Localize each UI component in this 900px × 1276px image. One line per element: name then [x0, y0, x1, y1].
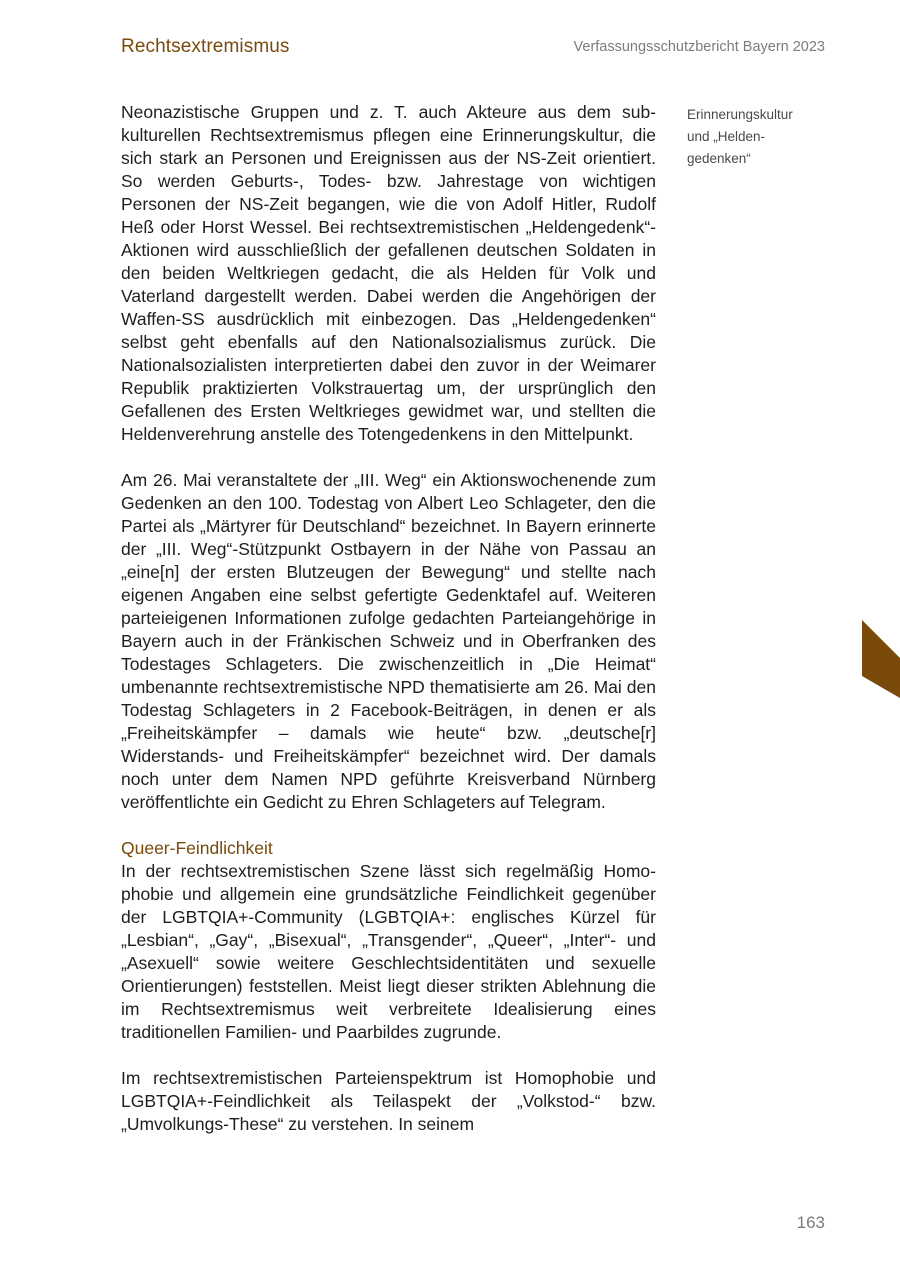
margin-note-line: gedenken“	[687, 151, 751, 166]
main-text-column	[121, 101, 656, 1136]
margin-note	[687, 104, 817, 170]
paragraph-schlageter: Am 26. Mai veranstaltete der „III. Weg“ ein Aktionswochenende zum Gedenken an den 100. Todestag von Albert Leo Schlageter, den die Partei als „Märtyrer für Deutschland“ bezeichnet. In Bayern erinnerte der „III. Weg“-Stützpunkt Ostbayern in der Nähe von Passau an „eine[n] der ersten Blutzeugen der Bewegung“ und stellte nach eigenen Angaben eine selbst gefertigte Gedenktafel auf. Weiteren parteieigenen Informationen zufolge gedachten Parteiangehörige in Bayern auch in der Fränkischen Schweiz und in Oberfranken des Todestages Schlageters. Die zwischenzeitlich in „Die Heimat“ umbenannte rechtsextremistische NPD thematisierte am 26. Mai den Todestag Schlageters in 2 Facebook-Beiträgen, in denen er als „Freiheitskämpfer – damals wie heute“ bzw. „deutsche[r] Widerstands- und Freiheitskämpfer“ bezeichnet wird. Der damals noch unter dem Namen NPD geführte Kreisverband Nürnberg veröffentlichte ein Gedicht zu Ehren Schlageters auf Telegram.	[121, 470, 656, 812]
page-number: 163	[796, 1213, 825, 1232]
paragraph-homophobia: In der rechtsextremistischen Szene lässt sich regelmäßig Homophobie und allgemein eine grundsätzliche Feindlichkeit gegenüber der LGBTQIA+-Community (LGBTQIA+: englisches Kürzel für „Lesbian“, „Gay“, „Bisexual“, „Transgender“, „Queer“, „Inter“- und „Asexuell“ sowie weitere Geschlechtsidentitäten und sexuelle Orientierungen) feststellen. Meist liegt dieser strikten Ablehnung die im Rechtsextremismus weit verbreitete Idealisierung eines traditionellen Familien- und Paarbildes zugrunde.	[121, 861, 656, 1042]
report-title: Verfassungsschutzbericht Bayern 2023	[573, 39, 825, 55]
chapter-thumb-tab-shape	[862, 620, 900, 698]
subheading-queer-hostility: Queer-Feindlichkeit	[121, 838, 273, 858]
margin-note-line: und „Helden-	[687, 129, 766, 144]
margin-note-line: Erinnerungskultur	[687, 107, 793, 122]
paragraph-remembrance-culture: Neonazistische Gruppen und z. T. auch Akteure aus dem subkulturellen Rechtsextremismus pflegen eine Erinnerungskultur, die sich stark an Personen und Ereignissen aus der NS-Zeit orientiert. So werden Geburts-, Todes- bzw. Jahrestage von wichtigen Personen der NS-Zeit begangen, wie die von Adolf Hitler, Rudolf Heß oder Horst Wessel. Bei rechtsextremistischen „Heldengedenk“-Aktionen wird ausschließlich der gefallenen deutschen Soldaten in den beiden Weltkriegen gedacht, die als Helden für Volk und Vaterland dargestellt werden. Dabei werden die Angehörigen der Waffen-SS ausdrücklich mit einbezogen. Das „Heldengedenken“ selbst geht ebenfalls auf den Nationalsozialismus zurück. Die Nationalsozialisten interpretierten dabei den zuvor in der Weimarer Republik praktizierten Volkstrauertag um, der ursprünglich den Gefallenen des Ersten Weltkrieges gewidmet war, und stellten die Heldenverehrung anstelle des Totengedenkens in den Mittelpunkt.	[121, 102, 656, 444]
chapter-thumb-tab	[862, 620, 900, 698]
section-title: Rechtsextremismus	[121, 36, 290, 57]
paragraph-party-spectrum: Im rechtsextremistischen Parteienspektrum ist Homophobie und LGBTQIA+-Feindlichkeit als Teilaspekt der „Volkstod-“ bzw. „Umvolkungs-These“ zu verstehen. In seinem	[121, 1068, 656, 1134]
